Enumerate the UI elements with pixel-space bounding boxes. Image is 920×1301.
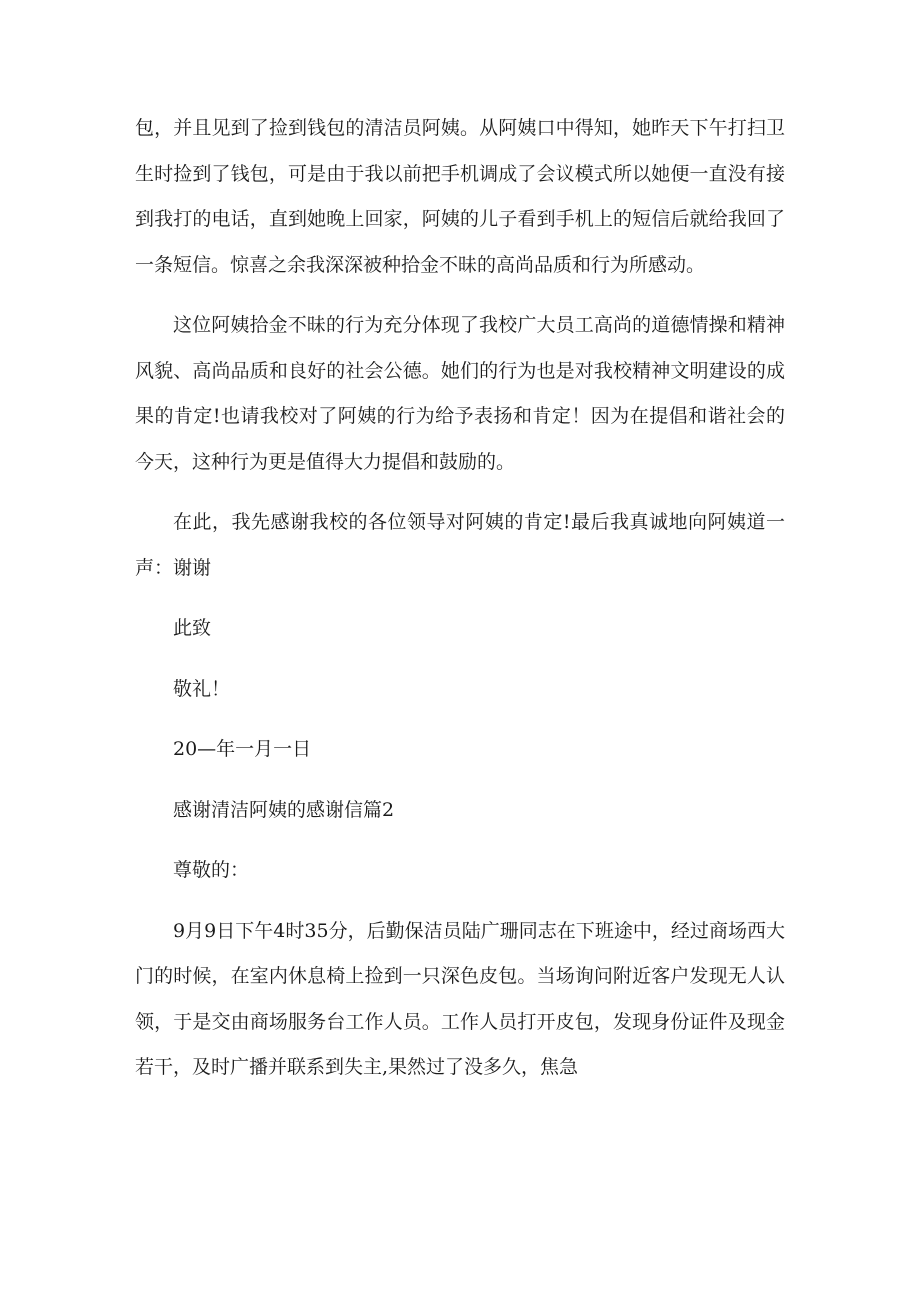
closing-line-1: 此致 [173,617,212,639]
salutation: 尊敬的： [173,859,250,881]
section-title: 感谢清洁阿姨的感谢信篇2 [173,798,395,821]
paragraph-4: 9月9日下午4时35分，后勤保洁员陆广珊同志在下班途中，经过商场西大门的时候，在室内休息椅上捡到一只深色皮包。当场询问附近客户发现无人认领，于是交由商场服务台工作人员。工作人员打开皮包，发现身份证件及现金若干，及时广播并联系到失主,果然过了没多久，焦急 [135,919,785,1078]
paragraph-2: 这位阿姨拾金不昧的行为充分体现了我校广大员工高尚的道德情操和精神风貌、高尚品质和良好的社会公德。她们的行为也是对我校精神文明建设的成果的肯定!也请我校对了阿姨的行为给予表扬和肯定！因为在提倡和谐社会的今天，这种行为更是值得大力提倡和鼓励的。 [135,314,785,473]
closing-line-2: 敬礼！ [173,677,231,700]
document-body [135,106,785,1106]
letter-date: 20—年一月一日 [173,738,312,760]
paragraph-1: 包，并且见到了捡到钱包的清洁员阿姨。从阿姨口中得知，她昨天下午打扫卫生时捡到了钱包，可是由于我以前把手机调成了会议模式所以她便一直没有接到我打的电话，直到她晚上回家，阿姨的儿子看到手机上的短信后就给我回了一条短信。惊喜之余我深深被种拾金不昧的高尚品质和行为所感动。 [135,117,785,276]
paragraph-3: 在此，我先感谢我校的各位领导对阿姨的肯定!最后我真诚地向阿姨道一声：谢谢 [135,511,785,579]
